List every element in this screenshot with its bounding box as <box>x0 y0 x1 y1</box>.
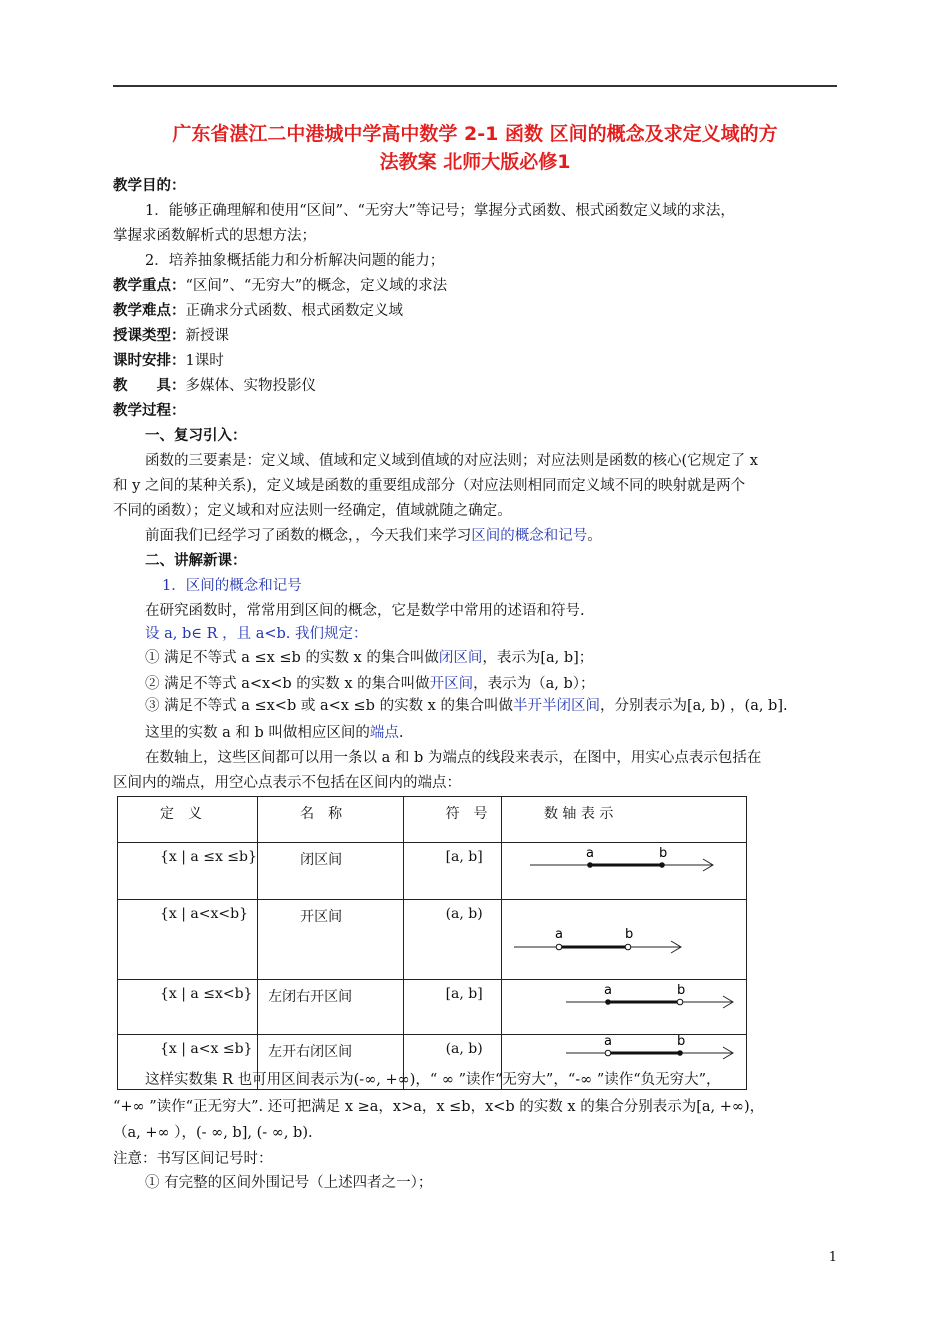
para-5-end: . <box>398 725 404 741</box>
number-line-left-closed <box>502 980 746 1030</box>
para-7b: “+∞ ”读作“正无穷大”. 还可把满足 x ≥a，x>a，x ≤b，x<b 的实数 x 的集合分别表示为[a, +∞)， <box>113 1099 765 1115</box>
para-4: 设 a, b∈ R ，且 a<b. 我们规定： <box>145 626 368 642</box>
endpoint-a-open <box>605 1050 611 1056</box>
row-symbol: (a, b) <box>445 906 483 922</box>
para-5-text: 这里的实数 a 和 b 叫做相应区间的 <box>145 725 370 741</box>
table-row <box>118 900 747 980</box>
para-2-text: 前面我们已经学习了函数的概念，，今天我们来学习 <box>145 528 472 544</box>
row-name: 闭区间 <box>300 852 343 868</box>
diff-text: 正确求分式函数、根式函数定义域 <box>185 303 403 319</box>
note-item-1: ① 有完整的区间外围记号（上述四者之一）； <box>145 1175 433 1191</box>
label-a: a <box>603 1035 612 1049</box>
item-2-term: 开区间 <box>429 676 474 692</box>
label-b: b <box>676 983 686 998</box>
para-5 <box>145 723 875 743</box>
goal-1b: 掌握求函数解析式的思想方法； <box>113 228 316 244</box>
para-1a: 函数的三要素是：定义域、值域和定义域到值域的对应法则；对应法则是函数的核心(它规定了 x <box>145 453 758 469</box>
row-definition: {x | a ≤x ≤b} <box>160 849 257 865</box>
para-6b: 区间内的端点，用空心点表示不包括在区间内的端点： <box>113 775 461 791</box>
row-symbol: [a, b] <box>445 849 483 865</box>
endpoint-b-open <box>677 999 683 1005</box>
note-text: 书写区间记号时： <box>156 1151 273 1167</box>
row-definition: {x | a<x ≤b} <box>160 1041 253 1057</box>
endpoint-b-open <box>625 944 631 950</box>
row-name: 左闭右开区间 <box>268 989 353 1005</box>
subsection-1: 1．区间的概念和记号 <box>162 578 302 594</box>
item-1-notation: ，表示为[a, b]； <box>482 650 594 666</box>
difficulties <box>113 301 843 321</box>
para-2-end: 。 <box>587 528 602 544</box>
page-number: 1 <box>828 1250 837 1265</box>
row-definition: {x | a ≤x<b} <box>160 986 253 1002</box>
teaching-tools <box>113 376 843 396</box>
section-2-heading: 二、讲解新课： <box>145 553 247 569</box>
diff-label: 教学难点： <box>113 303 186 319</box>
type-text: 新授课 <box>185 328 229 344</box>
key-points <box>113 276 843 296</box>
table-row <box>118 980 747 1035</box>
document-title <box>113 120 837 176</box>
schedule <box>113 351 843 371</box>
key-label: 教学重点： <box>113 278 186 294</box>
header-rule <box>113 85 837 87</box>
item-3-term: 半开半闭区间 <box>512 698 600 714</box>
interval-table <box>117 796 747 1090</box>
endpoint-a-closed <box>587 862 593 868</box>
para-3: 在研究函数时，常常用到区间的概念，它是数学中常用的述语和符号. <box>145 603 585 619</box>
para-6a: 在数轴上，这些区间都可以用一条以 a 和 b 为端点的线段来表示，在图中，用实心点表示包括在 <box>145 750 762 766</box>
para-1b: 和 y 之间的某种关系)，定义域是函数的重要组成部分（对应法则相同而定义域不同的映射就是两个 <box>113 478 746 494</box>
time-label: 课时安排： <box>113 353 186 369</box>
goal-2: 2．培养抽象概括能力和分析解决问题的能力； <box>145 253 445 269</box>
endpoint-b-closed <box>677 1050 683 1056</box>
tool-label: 教 具： <box>113 378 186 394</box>
row-definition: {x | a<x<b} <box>160 906 248 922</box>
para-5-term: 端点 <box>369 725 399 741</box>
para-2 <box>145 526 875 546</box>
type-label: 授课类型： <box>113 328 186 344</box>
item-2 <box>145 674 875 694</box>
row-name: 开区间 <box>300 909 343 925</box>
key-text: “区间”、“无穷大”的概念，定义域的求法 <box>185 278 448 294</box>
note-label: 注意： <box>113 1151 157 1167</box>
item-1-term: 闭区间 <box>438 650 483 666</box>
lesson-type <box>113 326 843 346</box>
header-definition: 定 义 <box>160 806 202 822</box>
label-b: b <box>658 846 668 861</box>
label-a: a <box>603 983 612 998</box>
label-a: a <box>585 846 594 861</box>
item-2-text: ② 满足不等式 a<x<b 的实数 x 的集合叫做 <box>145 676 430 692</box>
note <box>113 1149 843 1169</box>
row-symbol: [a, b] <box>445 986 483 1002</box>
item-3-text: ③ 满足不等式 a ≤x<b 或 a<x ≤b 的实数 x 的集合叫做 <box>145 698 513 714</box>
endpoint-b-closed <box>659 862 665 868</box>
item-1 <box>145 648 875 668</box>
endpoint-a-open <box>556 944 562 950</box>
table-row <box>118 843 747 900</box>
para-2-link: 区间的概念和记号 <box>471 528 588 544</box>
item-3-notation: ，分别表示为[a, b) ，(a, b]. <box>599 698 788 714</box>
header-number-line: 数 轴 表 示 <box>543 806 614 822</box>
item-2-notation: ，表示为（a, b）； <box>473 676 595 692</box>
title-line-2: 法教案 北师大版必修1 <box>379 151 571 173</box>
title-line-1: 广东省湛江二中港城中学高中数学 2-1 函数 区间的概念及求定义域的方 <box>172 123 778 145</box>
row-symbol: (a, b) <box>445 1041 483 1057</box>
section-1-heading: 一、复习引入： <box>145 428 247 444</box>
table-header-row <box>118 797 747 843</box>
endpoint-a-closed <box>605 999 611 1005</box>
item-3 <box>145 696 875 716</box>
goal-1a: 1．能够正确理解和使用“区间”、“无穷大”等记号；掌握分式函数、根式函数定义域的求法， <box>145 203 735 219</box>
label-b: b <box>676 1035 686 1049</box>
row-name: 左开右闭区间 <box>268 1044 353 1060</box>
para-7a: 这样实数集 R 也可用区间表示为(-∞, +∞)，“ ∞ ”读作“无穷大”，“-∞ ”读作“负无穷大”， <box>145 1072 721 1088</box>
tool-text: 多媒体、实物投影仪 <box>185 378 316 394</box>
process-label: 教学过程： <box>113 403 186 419</box>
label-b: b <box>624 927 634 942</box>
para-7c: （a, +∞ ），(- ∞, b], (- ∞, b). <box>113 1125 313 1141</box>
header-symbol: 符 号 <box>445 806 488 822</box>
label-a: a <box>554 927 563 942</box>
time-text: 1课时 <box>185 353 224 369</box>
goal-label: 教学目的： <box>113 178 186 194</box>
number-line-open <box>502 900 746 975</box>
number-line-closed <box>502 843 746 895</box>
header-name: 名 称 <box>300 806 343 822</box>
item-1-text: ① 满足不等式 a ≤x ≤b 的实数 x 的集合叫做 <box>145 650 439 666</box>
para-1c: 不同的函数）；定义域和对应法则一经确定，值域就随之确定。 <box>113 503 512 519</box>
